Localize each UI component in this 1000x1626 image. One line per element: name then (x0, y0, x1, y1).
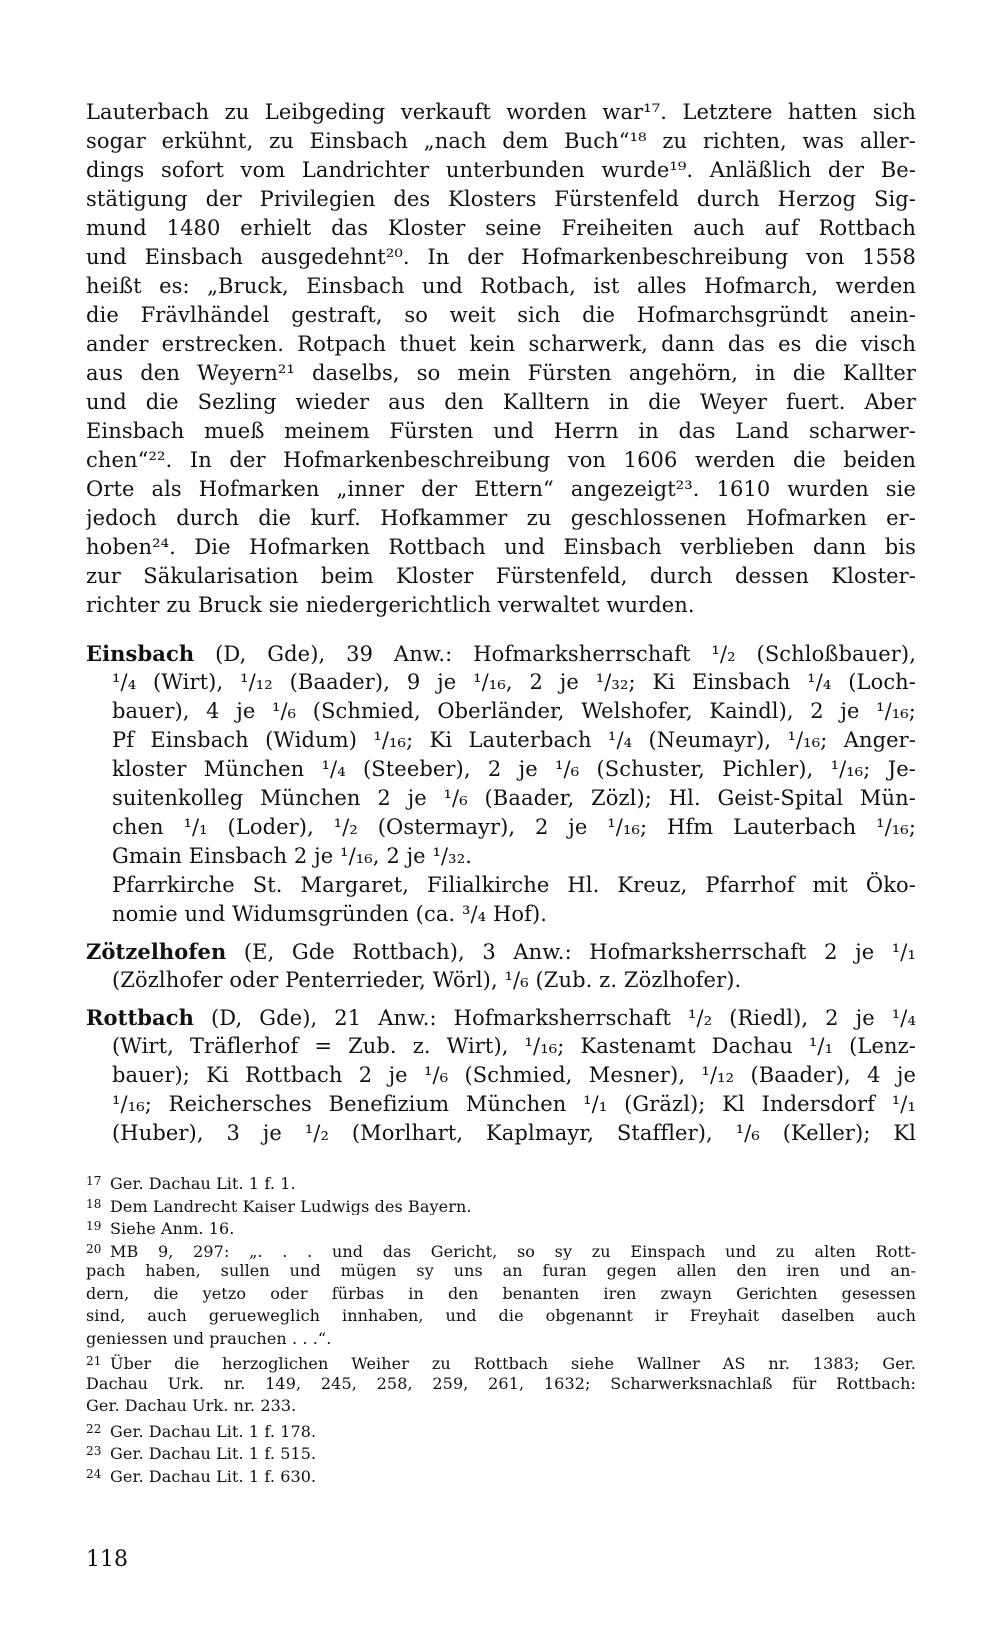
footnote-number: 21 (86, 1354, 102, 1368)
footnote-24 (86, 1463, 916, 1486)
footnote-line: Ger. Dachau Urk. nr. 233. (86, 1396, 297, 1415)
entry-note-line: nomie und Widumsgründen (ca. ³/₄ Hof). (112, 902, 548, 926)
text-line: Orte als Hofmarken „inner der Ettern“ angezeigt²³. 1610 wurden sie (86, 477, 916, 501)
footnote-line: Dachau Urk. nr. 149, 245, 258, 259, 261, 1632; Scharwerksnachlaß für Rottbach: (86, 1373, 916, 1393)
footnote-text: Ger. Dachau Lit. 1 f. 630. (110, 1466, 317, 1485)
text-line: hoben²⁴. Die Hofmarken Rottbach und Einsbach verblieben dann bis (86, 535, 916, 559)
entry-text: (D, Gde), 39 Anw.: Hofmarksherrschaft ¹/₂ (Schloßbauer), (194, 642, 916, 666)
entry-line: ¹/₁₆; Reichersches Benefizium München ¹/₁ (Gräzl); Kl Indersdorf ¹/₁ (112, 1092, 916, 1116)
entry-title-rottbach: Rottbach (86, 1005, 195, 1030)
entry-line: (Zözlhofer oder Penterrieder, Wörl), ¹/₆ (Zub. z. Zözlhofer). (112, 968, 742, 992)
entry-rottbach-first-line (86, 1003, 916, 1032)
footnote-line: geniessen und prauchen . . .“. (86, 1328, 332, 1348)
place-entries (86, 639, 916, 1148)
text-line: und die Sezling wieder aus den Kalltern in die Weyer fuert. Aber (86, 390, 916, 414)
footnote-text: Ger. Dachau Lit. 1 f. 515. (110, 1444, 317, 1463)
text-line: ander erstrecken. Rotpach thuet kein scharwerk, dann das es die visch (86, 332, 916, 356)
footnote-number: 17 (86, 1174, 102, 1188)
footnote-text: Ger. Dachau Lit. 1 f. 1. (110, 1174, 296, 1193)
footnote-number: 24 (86, 1466, 102, 1481)
footnote-text: Über die herzoglichen Weiher zu Rottbach siehe Wallner AS nr. 1383; Ger. (110, 1354, 916, 1373)
footnote-number: 20 (86, 1241, 102, 1256)
text-line: stätigung der Privilegien des Klosters Fürstenfeld durch Herzog Sig- (86, 187, 916, 211)
entry-text: (E, Gde Rottbach), 3 Anw.: Hofmarksherrschaft 2 je ¹/₁ (226, 940, 916, 964)
entry-line: chen ¹/₁ (Loder), ¹/₂ (Ostermayr), 2 je ¹/₁₆; Hfm Lauterbach ¹/₁₆; (112, 815, 916, 839)
text-line: aus den Weyern²¹ daselbs, so mein Fürsten angehörn, in die Kallter (86, 361, 916, 385)
entry-line: (Wirt, Träflerhof = Zub. z. Wirt), ¹/₁₆; Kastenamt Dachau ¹/₁ (Lenz- (112, 1034, 916, 1058)
text-line: und Einsbach ausgedehnt²⁰. In der Hofmarkenbeschreibung von 1558 (86, 245, 916, 269)
footnote-number: 23 (86, 1444, 102, 1458)
text-line: mund 1480 erhielt das Kloster seine Freiheiten auch auf Rottbach (86, 216, 916, 240)
footnote-17 (86, 1170, 916, 1193)
entry-line: kloster München ¹/₄ (Steeber), 2 je ¹/₆ (Schuster, Pichler), ¹/₁₆; Je- (112, 757, 916, 781)
text-line: Lauterbach zu Leibgeding verkauft worden war¹⁷. Letztere hatten sich (86, 100, 916, 124)
footnote-text: Ger. Dachau Lit. 1 f. 178. (110, 1421, 317, 1440)
footnotes (86, 1170, 916, 1485)
footnote-21 (86, 1350, 916, 1373)
entry-line: (Huber), 3 je ¹/₂ (Morlhart, Kaplmayr, Staffler), ¹/₆ (Keller); Kl (112, 1121, 916, 1145)
entry-title-einsbach: Einsbach (86, 641, 195, 666)
text-line: zur Säkularisation beim Kloster Fürstenfeld, durch dessen Kloster- (86, 564, 916, 588)
entry-text: (D, Gde), 21 Anw.: Hofmarksherrschaft ¹/₂ (Riedl), 2 je ¹/₄ (194, 1006, 916, 1030)
text-line: Einsbach mueß meinem Fürsten und Herrn in das Land scharwer- (86, 419, 916, 443)
footnote-18 (86, 1193, 916, 1216)
footnote-19 (86, 1215, 916, 1238)
entry-einsbach-first-line (86, 639, 916, 668)
entry-title-zoetzelhofen: Zötzelhofen (86, 939, 227, 964)
body-paragraph (86, 98, 916, 620)
footnote-number: 22 (86, 1421, 102, 1436)
footnote-text: Siehe Anm. 16. (110, 1219, 235, 1238)
entry-zoetzelhofen-first-line (86, 937, 916, 966)
text-line: jedoch durch die kurf. Hofkammer zu geschlossenen Hofmarken er- (86, 506, 916, 530)
footnote-line: dern, die yetzo oder fürbas in den benanten iren zwayn Gerichten gesessen (86, 1283, 916, 1303)
entry-line: ¹/₄ (Wirt), ¹/₁₂ (Baader), 9 je ¹/₁₆, 2 je ¹/₃₂; Ki Einsbach ¹/₄ (Loch- (112, 670, 916, 694)
entry-line: bauer), 4 je ¹/₆ (Schmied, Oberländer, Welshofer, Kaindl), 2 je ¹/₁₆; (112, 699, 916, 723)
footnote-text: MB 9, 297: „. . . und das Gericht, so sy zu Einspach und zu alten Rott- (110, 1241, 916, 1260)
entry-note-line: Pfarrkirche St. Margaret, Filialkirche Hl. Kreuz, Pfarrhof mit Öko- (112, 873, 916, 897)
text-line: richter zu Bruck sie niedergerichtlich verwaltet wurden. (86, 593, 695, 617)
text-line: chen“²². In der Hofmarkenbeschreibung von 1606 werden die beiden (86, 448, 916, 472)
footnote-line: sind, auch gerueweglich innhaben, und die obgenannt ir Freyhait daselben auch (86, 1306, 916, 1325)
footnote-number: 18 (86, 1196, 102, 1211)
text-line: sogar erkühnt, zu Einsbach „nach dem Buch“¹⁸ zu richten, was aller- (86, 129, 916, 153)
entry-line: Gmain Einsbach 2 je ¹/₁₆, 2 je ¹/₃₂. (112, 844, 472, 868)
footnote-line: pach haben, sullen und mügen sy uns an furan gegen allen den iren und an- (86, 1261, 916, 1280)
footnote-23 (86, 1440, 916, 1463)
text-line: heißt es: „Bruck, Einsbach und Rotbach, ist alles Hofmarch, werden (86, 274, 916, 298)
entry-line: bauer); Ki Rottbach 2 je ¹/₆ (Schmied, Mesner), ¹/₁₂ (Baader), 4 je (112, 1063, 916, 1087)
text-line: dings sofort vom Landrichter unterbunden wurde¹⁹. Anläßlich der Be- (86, 158, 916, 182)
footnote-20 (86, 1238, 916, 1261)
entry-line: suitenkolleg München 2 je ¹/₆ (Baader, Zözl); Hl. Geist-Spital Mün- (112, 786, 916, 810)
footnote-22 (86, 1418, 916, 1441)
entry-line: Pf Einsbach (Widum) ¹/₁₆; Ki Lauterbach ¹/₄ (Neumayr), ¹/₁₆; Anger- (112, 728, 916, 752)
footnote-number: 19 (86, 1219, 102, 1233)
text-line: die Frävlhändel gestraft, so weit sich die Hofmarchsgründt anein- (86, 303, 916, 327)
page-number: 118 (86, 1547, 128, 1572)
footnote-text: Dem Landrecht Kaiser Ludwigs des Bayern. (110, 1196, 472, 1215)
